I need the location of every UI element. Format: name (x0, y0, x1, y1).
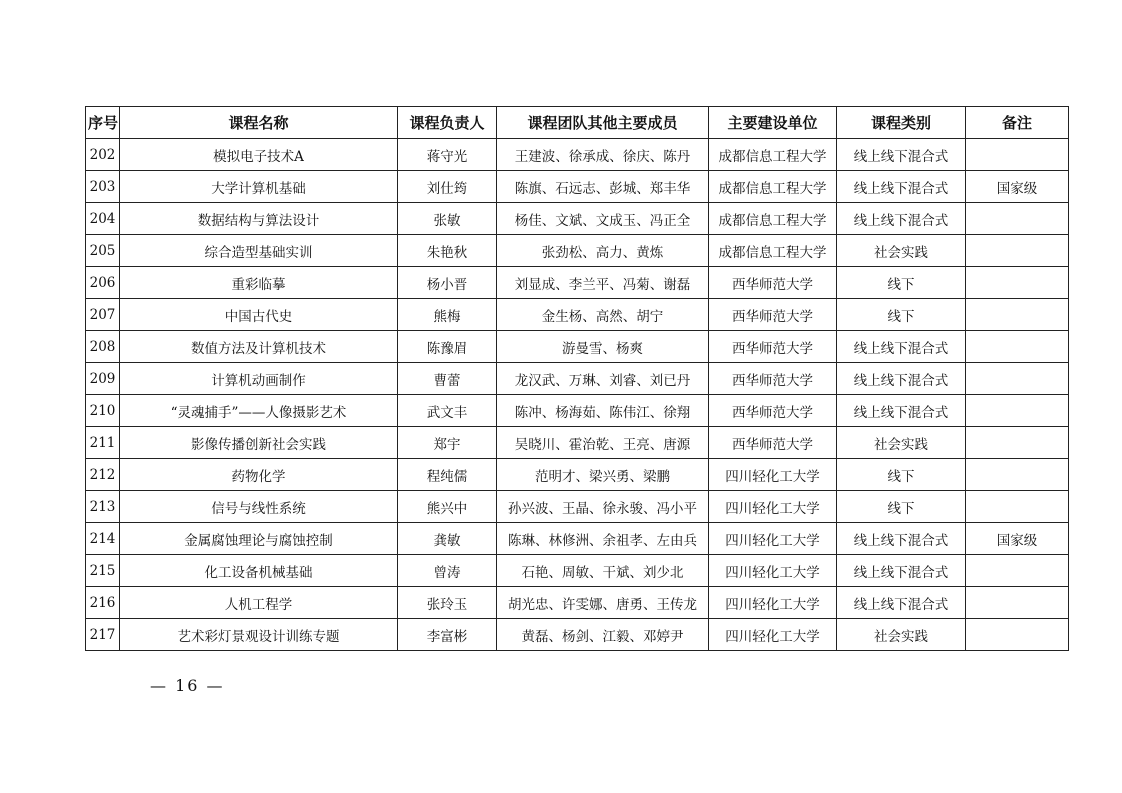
cell-lead: 龚敏 (398, 523, 497, 555)
cell-category: 社会实践 (837, 619, 966, 651)
cell-members: 张劲松、高力、黄炼 (497, 235, 709, 267)
cell-category: 线上线下混合式 (837, 363, 966, 395)
cell-members: 孙兴波、王晶、徐永骏、冯小平 (497, 491, 709, 523)
cell-index: 217 (86, 619, 120, 651)
cell-remark (966, 555, 1069, 587)
table-row (86, 395, 1069, 427)
cell-institution: 四川轻化工大学 (709, 523, 837, 555)
cell-course-name: 影像传播创新社会实践 (120, 427, 398, 459)
cell-members: 石艳、周敏、干斌、刘少北 (497, 555, 709, 587)
cell-index: 204 (86, 203, 120, 235)
table-row (86, 331, 1069, 363)
cell-remark (966, 619, 1069, 651)
table-row (86, 427, 1069, 459)
table-row (86, 171, 1069, 203)
cell-institution: 成都信息工程大学 (709, 203, 837, 235)
cell-institution: 四川轻化工大学 (709, 555, 837, 587)
table-row (86, 491, 1069, 523)
cell-institution: 成都信息工程大学 (709, 139, 837, 171)
cell-course-name: 数据结构与算法设计 (120, 203, 398, 235)
cell-members: 陈冲、杨海茹、陈伟江、徐翔 (497, 395, 709, 427)
cell-course-name: 重彩临摹 (120, 267, 398, 299)
cell-category: 线上线下混合式 (837, 139, 966, 171)
cell-remark (966, 459, 1069, 491)
cell-institution: 西华师范大学 (709, 395, 837, 427)
cell-members: 龙汉武、万琳、刘睿、刘已丹 (497, 363, 709, 395)
table-row (86, 555, 1069, 587)
cell-course-name: 化工设备机械基础 (120, 555, 398, 587)
cell-course-name: 模拟电子技术A (120, 139, 398, 171)
cell-remark (966, 363, 1069, 395)
cell-members: 陈琳、林修洲、余祖孝、左由兵 (497, 523, 709, 555)
cell-members: 胡光忠、许雯娜、唐勇、王传龙 (497, 587, 709, 619)
cell-remark: 国家级 (966, 523, 1069, 555)
cell-remark: 国家级 (966, 171, 1069, 203)
cell-category: 线下 (837, 267, 966, 299)
cell-course-name: 中国古代史 (120, 299, 398, 331)
cell-index: 205 (86, 235, 120, 267)
header-category: 课程类别 (837, 107, 966, 139)
cell-index: 203 (86, 171, 120, 203)
cell-institution: 成都信息工程大学 (709, 235, 837, 267)
cell-category: 线上线下混合式 (837, 203, 966, 235)
cell-members: 刘显成、李兰平、冯菊、谢磊 (497, 267, 709, 299)
cell-lead: 曾涛 (398, 555, 497, 587)
header-remark: 备注 (966, 107, 1069, 139)
cell-remark (966, 203, 1069, 235)
cell-members: 黄磊、杨剑、江毅、邓婷尹 (497, 619, 709, 651)
cell-institution: 成都信息工程大学 (709, 171, 837, 203)
cell-category: 线上线下混合式 (837, 331, 966, 363)
header-members: 课程团队其他主要成员 (497, 107, 709, 139)
cell-remark (966, 267, 1069, 299)
cell-lead: 程纯儒 (398, 459, 497, 491)
cell-institution: 四川轻化工大学 (709, 587, 837, 619)
cell-lead: 张敏 (398, 203, 497, 235)
cell-category: 线下 (837, 459, 966, 491)
cell-category: 线下 (837, 299, 966, 331)
cell-course-name: 数值方法及计算机技术 (120, 331, 398, 363)
cell-index: 210 (86, 395, 120, 427)
cell-course-name: 大学计算机基础 (120, 171, 398, 203)
cell-course-name: 综合造型基础实训 (120, 235, 398, 267)
cell-index: 213 (86, 491, 120, 523)
cell-index: 209 (86, 363, 120, 395)
cell-course-name: 人机工程学 (120, 587, 398, 619)
cell-category: 线上线下混合式 (837, 555, 966, 587)
cell-remark (966, 427, 1069, 459)
table-row (86, 363, 1069, 395)
cell-institution: 西华师范大学 (709, 331, 837, 363)
cell-index: 214 (86, 523, 120, 555)
cell-index: 206 (86, 267, 120, 299)
table-row (86, 139, 1069, 171)
cell-lead: 蒋守光 (398, 139, 497, 171)
table-row (86, 523, 1069, 555)
cell-category: 线上线下混合式 (837, 523, 966, 555)
cell-members: 吴晓川、霍治乾、王亮、唐源 (497, 427, 709, 459)
cell-members: 杨佳、文斌、文成玉、冯正全 (497, 203, 709, 235)
cell-index: 216 (86, 587, 120, 619)
cell-category: 社会实践 (837, 235, 966, 267)
cell-lead: 朱艳秋 (398, 235, 497, 267)
cell-index: 202 (86, 139, 120, 171)
cell-course-name: 金属腐蚀理论与腐蚀控制 (120, 523, 398, 555)
cell-index: 215 (86, 555, 120, 587)
cell-index: 207 (86, 299, 120, 331)
cell-institution: 四川轻化工大学 (709, 619, 837, 651)
cell-members: 王建波、徐承成、徐庆、陈丹 (497, 139, 709, 171)
cell-institution: 西华师范大学 (709, 363, 837, 395)
header-index: 序号 (86, 107, 120, 139)
cell-course-name: 计算机动画制作 (120, 363, 398, 395)
cell-lead: 张玲玉 (398, 587, 497, 619)
cell-index: 208 (86, 331, 120, 363)
cell-category: 线上线下混合式 (837, 395, 966, 427)
table-row (86, 587, 1069, 619)
cell-lead: 熊梅 (398, 299, 497, 331)
cell-lead: 曹蕾 (398, 363, 497, 395)
cell-category: 社会实践 (837, 427, 966, 459)
cell-remark (966, 491, 1069, 523)
cell-category: 线上线下混合式 (837, 587, 966, 619)
table-row (86, 299, 1069, 331)
header-institution: 主要建设单位 (709, 107, 837, 139)
cell-institution: 四川轻化工大学 (709, 491, 837, 523)
cell-remark (966, 235, 1069, 267)
table-row (86, 267, 1069, 299)
cell-index: 211 (86, 427, 120, 459)
cell-lead: 杨小晋 (398, 267, 497, 299)
table-row (86, 459, 1069, 491)
cell-lead: 陈豫眉 (398, 331, 497, 363)
cell-members: 范明才、梁兴勇、梁鹏 (497, 459, 709, 491)
cell-remark (966, 331, 1069, 363)
course-table (85, 106, 1069, 651)
cell-category: 线上线下混合式 (837, 171, 966, 203)
header-row (86, 107, 1069, 139)
cell-remark (966, 139, 1069, 171)
cell-institution: 四川轻化工大学 (709, 459, 837, 491)
cell-lead: 郑宇 (398, 427, 497, 459)
cell-course-name: 艺术彩灯景观设计训练专题 (120, 619, 398, 651)
cell-members: 陈旗、石远志、彭城、郑丰华 (497, 171, 709, 203)
cell-remark (966, 299, 1069, 331)
header-lead: 课程负责人 (398, 107, 497, 139)
cell-course-name: 药物化学 (120, 459, 398, 491)
table-row (86, 203, 1069, 235)
cell-course-name: “灵魂捕手”——人像摄影艺术 (120, 395, 398, 427)
cell-category: 线下 (837, 491, 966, 523)
cell-members: 游曼雪、杨爽 (497, 331, 709, 363)
cell-members: 金生杨、高然、胡宁 (497, 299, 709, 331)
cell-remark (966, 395, 1069, 427)
table-body (86, 139, 1069, 651)
table-header (86, 107, 1069, 139)
cell-lead: 刘仕筠 (398, 171, 497, 203)
cell-institution: 西华师范大学 (709, 299, 837, 331)
table-row (86, 619, 1069, 651)
cell-remark (966, 587, 1069, 619)
table-row (86, 235, 1069, 267)
cell-institution: 西华师范大学 (709, 427, 837, 459)
page-number: — 16 — (150, 676, 225, 695)
cell-institution: 西华师范大学 (709, 267, 837, 299)
cell-lead: 熊兴中 (398, 491, 497, 523)
cell-course-name: 信号与线性系统 (120, 491, 398, 523)
cell-lead: 武文丰 (398, 395, 497, 427)
header-course-name: 课程名称 (120, 107, 398, 139)
cell-lead: 李富彬 (398, 619, 497, 651)
cell-index: 212 (86, 459, 120, 491)
